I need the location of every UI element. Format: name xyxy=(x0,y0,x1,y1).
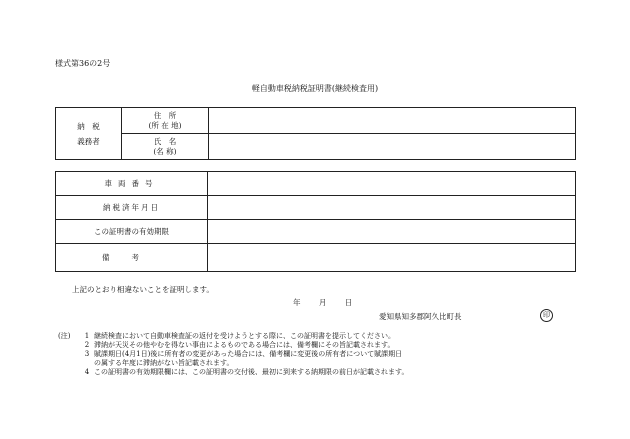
paid-date-label: 納税済年月日 xyxy=(56,196,208,220)
issue-date-line: 年 月 日 xyxy=(293,298,361,307)
note-row xyxy=(58,350,408,359)
validity-label: この証明書の有効期限 xyxy=(56,220,208,244)
note-text: 賦課期日(4月1日)後に所有者の変更があった場合には、備考欄に変更後の所有者について賦課期日 xyxy=(94,350,403,358)
taxpayer-table xyxy=(55,107,576,160)
remarks-value[interactable] xyxy=(208,244,576,272)
note-row xyxy=(58,359,408,368)
note-row xyxy=(58,332,408,341)
address-sublabel: (所 在 地) xyxy=(148,120,182,130)
certification-text: 上記のとおり相違ないことを証明します。 xyxy=(72,285,214,294)
note-number: 1 xyxy=(84,332,90,340)
form-number: 様式第36の2号 xyxy=(55,59,111,68)
note-row xyxy=(58,368,408,377)
note-number xyxy=(80,359,94,368)
name-value[interactable] xyxy=(209,134,576,160)
name-label-cell xyxy=(122,134,209,160)
address-value[interactable] xyxy=(209,108,576,134)
address-label: 住 所 xyxy=(153,110,177,120)
name-sublabel: (名 称) xyxy=(153,146,177,156)
document-title: 軽自動車税納税証明書(継続検査用) xyxy=(251,84,379,93)
plate-label: 車両番号 xyxy=(56,172,208,196)
taxpayer-label-line2: 義務者 xyxy=(77,136,100,146)
notes-section xyxy=(58,332,408,377)
paid-date-value[interactable] xyxy=(208,196,576,220)
name-label: 氏 名 xyxy=(153,136,177,146)
note-text: の属する年度に滞納がない旨記載されます。 xyxy=(94,359,234,367)
issuer-name: 愛知県知多郡阿久比町長 xyxy=(379,312,462,321)
taxpayer-label-line1: 納 税 xyxy=(77,121,100,131)
note-text: 滞納が天災その他やむを得ない事由によるものである場合には、備考欄にその旨記載されます。 xyxy=(94,341,395,349)
address-label-cell xyxy=(122,108,209,134)
taxpayer-group-label xyxy=(56,108,122,160)
note-text: この証明書の有効期限欄には、この証明書の交付後、最初に到来する納期限の前日が記載されます。 xyxy=(94,368,409,376)
vehicle-table xyxy=(55,171,576,272)
note-number: 2 xyxy=(84,341,90,349)
validity-value[interactable] xyxy=(208,220,576,244)
note-number: 4 xyxy=(84,368,90,376)
plate-value[interactable] xyxy=(208,172,576,196)
remarks-label: 備考 xyxy=(56,244,208,272)
notes-label: (注) xyxy=(58,332,71,340)
seal-mark: 印 xyxy=(540,309,553,322)
note-text: 継続検査において自動車検査証の返付を受けようとする際に、この証明書を提示してください。 xyxy=(94,332,395,340)
note-row xyxy=(58,341,408,350)
note-number: 3 xyxy=(84,350,90,358)
